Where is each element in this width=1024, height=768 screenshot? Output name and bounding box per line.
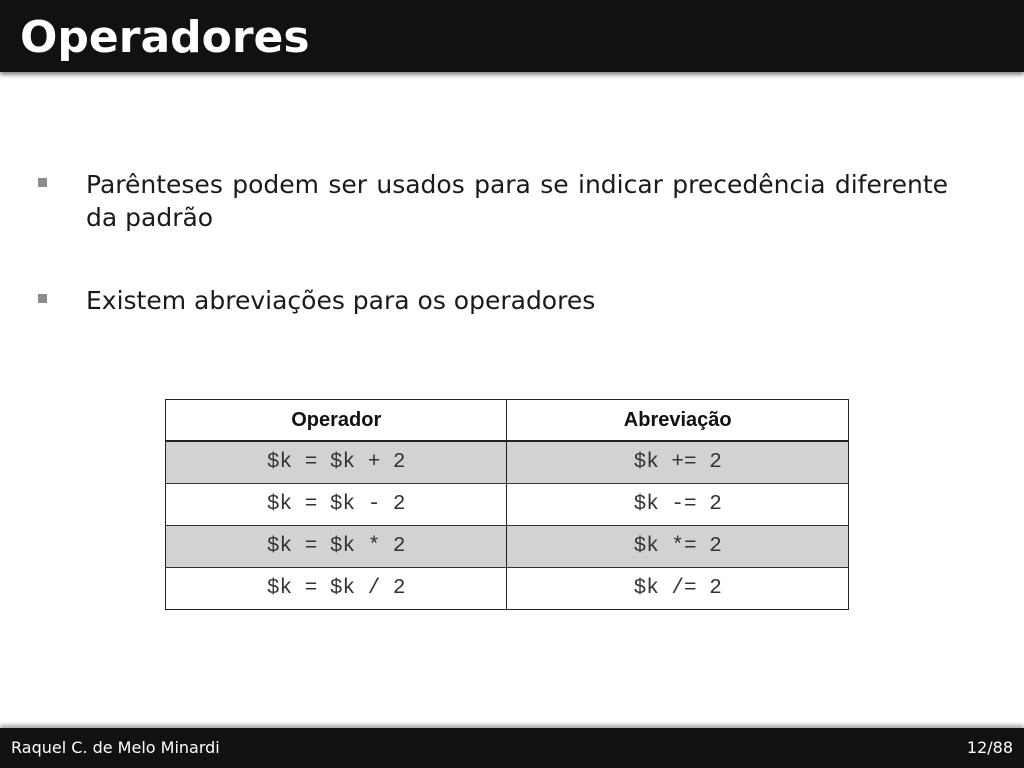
- footer-bar: [0, 728, 1024, 768]
- table-header-row: [166, 400, 849, 442]
- table-row: [166, 568, 849, 610]
- table-cell-operator: $k = $k / 2: [166, 568, 507, 610]
- table-cell-abbreviation: $k *= 2: [507, 526, 849, 568]
- slide-title: Operadores: [20, 12, 310, 63]
- bullet-text: Existem abreviações para os operadores: [86, 286, 596, 315]
- column-header-abreviacao: Abreviação: [507, 400, 849, 442]
- table-row: [166, 484, 849, 526]
- table-row: [166, 526, 849, 568]
- table-cell-operator: $k = $k * 2: [166, 526, 507, 568]
- table-cell-abbreviation: $k += 2: [507, 441, 849, 484]
- footer-author: Raquel C. de Melo Minardi: [11, 738, 220, 757]
- column-header-operador: Operador: [166, 400, 507, 442]
- operator-table: [165, 399, 849, 610]
- page-number: 12/88: [966, 738, 1013, 757]
- table-cell-abbreviation: $k /= 2: [633, 577, 722, 600]
- table-cell-operator: $k = $k + 2: [166, 441, 507, 484]
- table-row: [166, 441, 849, 484]
- table-cell-operator: $k = $k - 2: [166, 484, 507, 526]
- table-cell-abbreviation: $k -= 2: [633, 493, 722, 516]
- bullet-text: Parênteses podem ser usados para se indicar precedência diferente da padrão: [86, 170, 948, 232]
- square-bullet-icon: [38, 178, 47, 187]
- title-bar: [0, 0, 1024, 72]
- square-bullet-icon: [38, 294, 47, 303]
